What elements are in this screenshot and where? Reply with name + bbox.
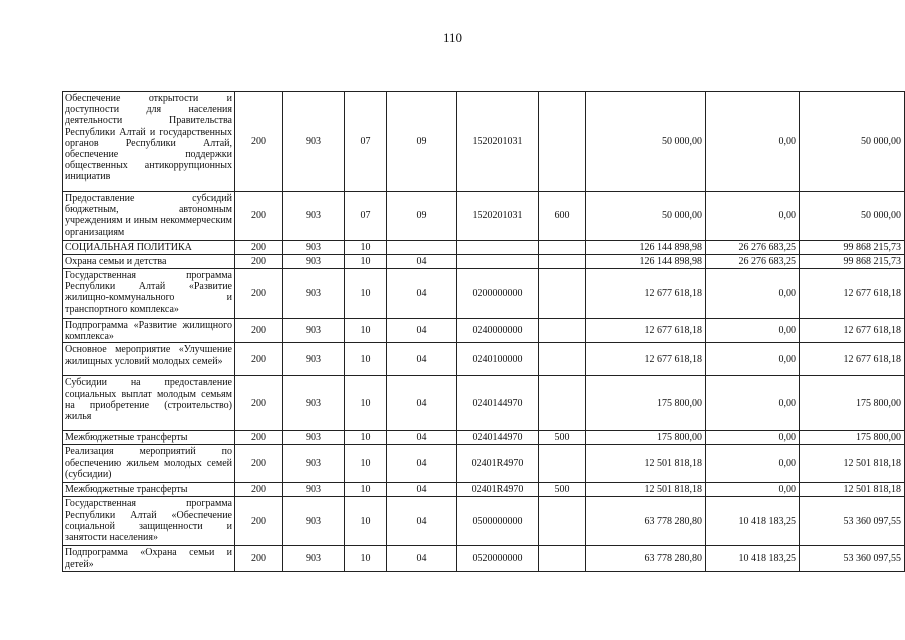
table-row xyxy=(63,192,905,241)
cell-grbs-code: 903 xyxy=(283,92,345,192)
cell-amount: 175 800,00 xyxy=(586,376,706,431)
cell-amount: 63 778 280,80 xyxy=(586,546,706,572)
cell-subsection-code: 09 xyxy=(387,92,457,192)
cell-expense-type xyxy=(539,241,586,255)
cell-target-article: 1520201031 xyxy=(457,192,539,241)
cell-grbs-code: 903 xyxy=(283,192,345,241)
row-name: Межбюджетные трансферты xyxy=(63,431,235,445)
cell-executed: 0,00 xyxy=(706,192,800,241)
cell-remaining: 50 000,00 xyxy=(800,192,905,241)
cell-expense-type xyxy=(539,546,586,572)
cell-admin-code: 200 xyxy=(235,445,283,483)
cell-section-code: 10 xyxy=(345,497,387,546)
cell-grbs-code: 903 xyxy=(283,546,345,572)
cell-admin-code: 200 xyxy=(235,192,283,241)
cell-target-article: 0240144970 xyxy=(457,431,539,445)
cell-admin-code: 200 xyxy=(235,376,283,431)
row-name: СОЦИАЛЬНАЯ ПОЛИТИКА xyxy=(63,241,235,255)
cell-executed: 0,00 xyxy=(706,376,800,431)
cell-remaining: 53 360 097,55 xyxy=(800,546,905,572)
cell-admin-code: 200 xyxy=(235,255,283,269)
table-row xyxy=(63,92,905,192)
cell-subsection-code xyxy=(387,241,457,255)
table-row xyxy=(63,431,905,445)
cell-section-code: 10 xyxy=(345,319,387,343)
cell-remaining: 175 800,00 xyxy=(800,376,905,431)
cell-remaining: 99 868 215,73 xyxy=(800,255,905,269)
row-name: Реализация мероприятий по обеспечению жильем молодых семей (субсидии) xyxy=(63,445,235,483)
cell-amount: 63 778 280,80 xyxy=(586,497,706,546)
cell-executed: 26 276 683,25 xyxy=(706,255,800,269)
cell-expense-type xyxy=(539,343,586,376)
cell-admin-code: 200 xyxy=(235,343,283,376)
cell-remaining: 50 000,00 xyxy=(800,92,905,192)
cell-grbs-code: 903 xyxy=(283,483,345,497)
cell-executed: 0,00 xyxy=(706,445,800,483)
row-name: Подпрограмма «Охрана семьи и детей» xyxy=(63,546,235,572)
cell-remaining: 12 501 818,18 xyxy=(800,483,905,497)
cell-executed: 26 276 683,25 xyxy=(706,241,800,255)
cell-subsection-code: 04 xyxy=(387,319,457,343)
cell-grbs-code: 903 xyxy=(283,255,345,269)
cell-target-article: 0240000000 xyxy=(457,319,539,343)
cell-target-article: 0240100000 xyxy=(457,343,539,376)
cell-executed: 10 418 183,25 xyxy=(706,497,800,546)
cell-remaining: 12 677 618,18 xyxy=(800,343,905,376)
cell-expense-type: 500 xyxy=(539,483,586,497)
row-name: Охрана семьи и детства xyxy=(63,255,235,269)
cell-amount: 12 677 618,18 xyxy=(586,343,706,376)
cell-admin-code: 200 xyxy=(235,497,283,546)
cell-admin-code: 200 xyxy=(235,241,283,255)
cell-executed: 0,00 xyxy=(706,319,800,343)
cell-remaining: 12 677 618,18 xyxy=(800,319,905,343)
cell-expense-type xyxy=(539,445,586,483)
cell-target-article: 02401R4970 xyxy=(457,445,539,483)
cell-executed: 0,00 xyxy=(706,343,800,376)
table-row xyxy=(63,376,905,431)
page-number: 110 xyxy=(442,30,463,45)
cell-target-article: 1520201031 xyxy=(457,92,539,192)
cell-expense-type: 600 xyxy=(539,192,586,241)
cell-grbs-code: 903 xyxy=(283,445,345,483)
cell-grbs-code: 903 xyxy=(283,376,345,431)
cell-executed: 0,00 xyxy=(706,431,800,445)
cell-amount: 50 000,00 xyxy=(586,192,706,241)
cell-executed: 0,00 xyxy=(706,92,800,192)
row-name: Подпрограмма «Развитие жилищного комплекса» xyxy=(63,319,235,343)
cell-grbs-code: 903 xyxy=(283,269,345,319)
row-name: Государственная программа Республики Алтай «Обеспечение социальной защищенности и занятости населения» xyxy=(63,497,235,546)
cell-grbs-code: 903 xyxy=(283,431,345,445)
cell-admin-code: 200 xyxy=(235,319,283,343)
table-row xyxy=(63,269,905,319)
row-name: Обеспечение открытости и доступности для населения деятельности Правительства Республики Алтай и государственных органов Республики Алтай, обеспечение поддержки общественных антикоррупционных инициатив xyxy=(63,92,235,192)
cell-section-code: 10 xyxy=(345,546,387,572)
cell-amount: 12 677 618,18 xyxy=(586,269,706,319)
cell-remaining: 12 677 618,18 xyxy=(800,269,905,319)
table-row xyxy=(63,445,905,483)
cell-amount: 12 501 818,18 xyxy=(586,483,706,497)
cell-section-code: 10 xyxy=(345,431,387,445)
budget-table xyxy=(62,91,905,572)
cell-expense-type: 500 xyxy=(539,431,586,445)
cell-admin-code: 200 xyxy=(235,92,283,192)
cell-admin-code: 200 xyxy=(235,546,283,572)
cell-amount: 175 800,00 xyxy=(586,431,706,445)
table-row xyxy=(63,241,905,255)
cell-expense-type xyxy=(539,92,586,192)
cell-amount: 12 501 818,18 xyxy=(586,445,706,483)
cell-section-code: 10 xyxy=(345,445,387,483)
row-name: Предоставление субсидий бюджетным, автономным учреждениям и иным некоммерческим организациям xyxy=(63,192,235,241)
cell-amount: 12 677 618,18 xyxy=(586,319,706,343)
cell-amount: 126 144 898,98 xyxy=(586,255,706,269)
cell-subsection-code: 04 xyxy=(387,497,457,546)
cell-executed: 0,00 xyxy=(706,483,800,497)
cell-grbs-code: 903 xyxy=(283,497,345,546)
cell-subsection-code: 04 xyxy=(387,255,457,269)
cell-remaining: 12 501 818,18 xyxy=(800,445,905,483)
cell-subsection-code: 04 xyxy=(387,546,457,572)
cell-expense-type xyxy=(539,319,586,343)
cell-subsection-code: 04 xyxy=(387,445,457,483)
cell-grbs-code: 903 xyxy=(283,319,345,343)
cell-target-article: 02401R4970 xyxy=(457,483,539,497)
row-name: Основное мероприятие «Улучшение жилищных условий молодых семей» xyxy=(63,343,235,376)
cell-remaining: 53 360 097,55 xyxy=(800,497,905,546)
cell-section-code: 10 xyxy=(345,269,387,319)
cell-subsection-code: 04 xyxy=(387,431,457,445)
table-row xyxy=(63,255,905,269)
cell-section-code: 10 xyxy=(345,255,387,269)
cell-target-article: 0520000000 xyxy=(457,546,539,572)
cell-amount: 50 000,00 xyxy=(586,92,706,192)
cell-target-article: 0200000000 xyxy=(457,269,539,319)
cell-target-article: 0500000000 xyxy=(457,497,539,546)
cell-admin-code: 200 xyxy=(235,483,283,497)
cell-section-code: 10 xyxy=(345,483,387,497)
cell-expense-type xyxy=(539,497,586,546)
cell-admin-code: 200 xyxy=(235,269,283,319)
cell-section-code: 07 xyxy=(345,92,387,192)
cell-executed: 10 418 183,25 xyxy=(706,546,800,572)
row-name: Государственная программа Республики Алтай «Развитие жилищно-коммунального и транспортного комплекса» xyxy=(63,269,235,319)
cell-subsection-code: 04 xyxy=(387,376,457,431)
cell-section-code: 10 xyxy=(345,376,387,431)
cell-subsection-code: 04 xyxy=(387,483,457,497)
table-row xyxy=(63,497,905,546)
cell-section-code: 07 xyxy=(345,192,387,241)
table-row xyxy=(63,483,905,497)
row-name: Межбюджетные трансферты xyxy=(63,483,235,497)
cell-expense-type xyxy=(539,255,586,269)
cell-target-article xyxy=(457,241,539,255)
cell-section-code: 10 xyxy=(345,343,387,376)
cell-subsection-code: 04 xyxy=(387,343,457,376)
table-row xyxy=(63,319,905,343)
cell-section-code: 10 xyxy=(345,241,387,255)
row-name: Субсидии на предоставление социальных выплат молодым семьям на приобретение (строительство) жилья xyxy=(63,376,235,431)
cell-subsection-code: 04 xyxy=(387,269,457,319)
cell-grbs-code: 903 xyxy=(283,343,345,376)
cell-target-article xyxy=(457,255,539,269)
cell-remaining: 99 868 215,73 xyxy=(800,241,905,255)
cell-expense-type xyxy=(539,376,586,431)
table-row xyxy=(63,546,905,572)
cell-expense-type xyxy=(539,269,586,319)
table-row xyxy=(63,343,905,376)
cell-target-article: 0240144970 xyxy=(457,376,539,431)
cell-executed: 0,00 xyxy=(706,269,800,319)
cell-grbs-code: 903 xyxy=(283,241,345,255)
cell-subsection-code: 09 xyxy=(387,192,457,241)
cell-remaining: 175 800,00 xyxy=(800,431,905,445)
cell-amount: 126 144 898,98 xyxy=(586,241,706,255)
cell-admin-code: 200 xyxy=(235,431,283,445)
